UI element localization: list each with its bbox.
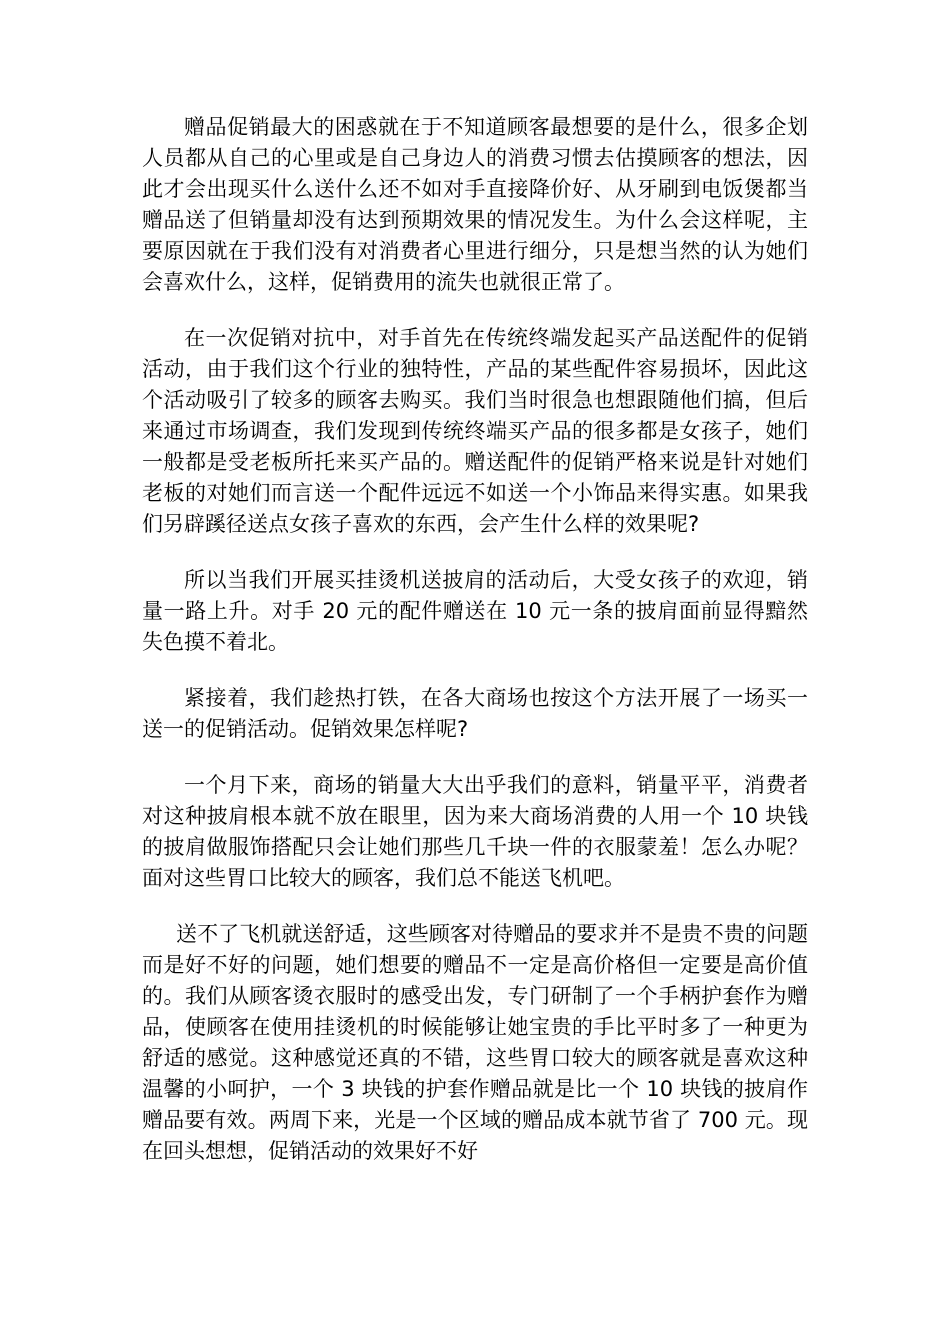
paragraph-6: 送不了飞机就送舒适，这些顾客对待赠品的要求并不是贵不贵的问题而是好不好的问题，她们想要的赠品不一定是高价格但一定要是高价值的。我们从顾客烫衣服时的感受出发，专门研制了一个手柄护套作为赠品，使顾客在使用挂烫机的时候能够让她宝贵的手比平时多了一种更为舒适的感觉。这种感觉还真的不错，这些胃口较大的顾客就是喜欢这种温馨的小呵护，一个 3 块钱的护套作赠品就是比一个 10 块钱的披肩作赠品要有效。两周下来，光是一个区域的赠品成本就节省了 700 元。现在回头想想，促销活动的效果好不好 <box>142 922 808 1163</box>
paragraph-2: 在一次促销对抗中，对手首先在传统终端发起买产品送配件的促销活动，由于我们这个行业的独特性，产品的某些配件容易损坏，因此这个活动吸引了较多的顾客去购买。我们当时很急也想跟随他们搞，但后来通过市场调查，我们发现到传统终端买产品的很多都是女孩子，她们一般都是受老板所托来买产品的。赠送配件的促销严格来说是针对她们老板的对她们而言送一个配件远远不如送一个小饰品来得实惠。如果我们另辟蹊径送点女孩子喜欢的东西，会产生什么样的效果呢? <box>142 326 808 536</box>
paragraph-5: 一个月下来，商场的销量大大出乎我们的意料，销量平平，消费者对这种披肩根本就不放在眼里，因为来大商场消费的人用一个 10 块钱的披肩做服饰搭配只会让她们那些几千块一件的衣服蒙羞！怎么办呢？面对这些胃口比较大的顾客，我们总不能送飞机吧。 <box>142 773 808 890</box>
paragraph-3: 所以当我们开展买挂烫机送披肩的活动后，大受女孩子的欢迎，销量一路上升。对手 20 元的配件赠送在 10 元一条的披肩面前显得黯然失色摸不着北。 <box>142 568 808 654</box>
paragraph-4: 紧接着，我们趁热打铁，在各大商场也按这个方法开展了一场买一送一的促销活动。促销效果怎样呢? <box>142 686 808 741</box>
paragraph-1: 赠品促销最大的困惑就在于不知道顾客最想要的是什么，很多企划人员都从自己的心里或是自己身边人的消费习惯去估摸顾客的想法，因此才会出现买什么送什么还不如对手直接降价好、从牙刷到电饭煲都当赠品送了但销量却没有达到预期效果的情况发生。为什么会这样呢，主要原因就在于我们没有对消费者心里进行细分，只是想当然的认为她们会喜欢什么，这样，促销费用的流失也就很正常了。 <box>142 115 808 294</box>
document-body <box>142 112 808 1192</box>
